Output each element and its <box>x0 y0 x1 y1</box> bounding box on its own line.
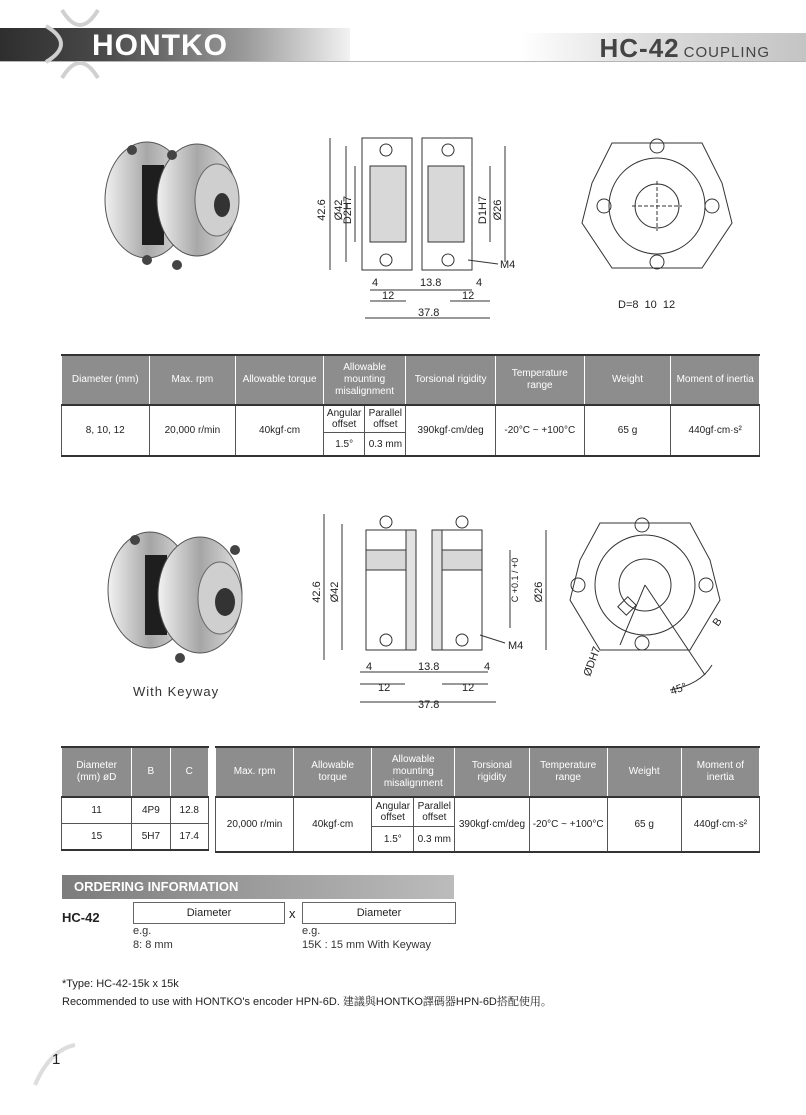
model-name: HC-42 <box>599 33 680 63</box>
kw-dim-c-tolerance: C +0.1 / +0 <box>510 557 520 603</box>
page-title <box>600 33 771 64</box>
col-kw-diameter: Diameter (mm) øD <box>62 747 132 797</box>
col2-misalignment: Allowable mounting misalignment <box>372 747 455 797</box>
cell2-angular: 1.5° <box>372 827 414 853</box>
sub-angular: Angular offset <box>323 405 364 433</box>
sub-parallel: Parallel offset <box>365 405 406 433</box>
col2-inertia: Moment of inertia <box>681 747 759 797</box>
dim-gap: 13.8 <box>420 277 442 289</box>
dim-offset-right: 4 <box>476 277 483 289</box>
ordering-example-1: 8: 8 mm <box>133 939 173 951</box>
cell2-rigidity: 390kgf·cm/deg <box>455 797 529 852</box>
dim-hub-diameter: Ø26 <box>492 199 504 221</box>
cell-torque: 40kgf·cm <box>236 405 324 456</box>
col-temperature: Temperature range <box>495 355 584 405</box>
sub2-angular: Angular offset <box>372 797 414 827</box>
cell2-temperature: -20°C ~ +100°C <box>529 797 607 852</box>
ordering-eg-1: e.g. <box>133 925 152 937</box>
col-max-rpm: Max. rpm <box>149 355 236 405</box>
side-view-drawing <box>290 128 540 328</box>
dim-hub-right: 12 <box>462 290 475 302</box>
col-inertia: Moment of inertia <box>671 355 760 405</box>
product-type: COUPLING <box>683 44 770 61</box>
ordering-example-2: 15K : 15 mm With Keyway <box>302 939 431 951</box>
keyway-side-view-drawing <box>300 510 550 710</box>
kw-dim-hub-diameter: Ø26 <box>533 581 545 603</box>
col-rigidity: Torsional rigidity <box>406 355 496 405</box>
col2-torque: Allowable torque <box>294 747 372 797</box>
kw-dim-offset-left: 4 <box>366 661 373 673</box>
cell2-max-rpm: 20,000 r/min <box>216 797 294 852</box>
type-note: *Type: HC-42-15k x 15k <box>62 978 179 990</box>
ordering-diameter-box-1: Diameter <box>133 902 285 924</box>
dim-screw: M4 <box>500 259 516 271</box>
dim-bore-d1: D1H7 <box>477 195 489 225</box>
dim-overall-height: 42.6 <box>316 199 328 221</box>
ordering-eg-2: e.g. <box>302 925 321 937</box>
col-kw-b: B <box>132 747 170 797</box>
coupling-keyway-photo <box>95 520 255 670</box>
coupling-photo <box>92 125 252 275</box>
kw-dim-angle: 45° <box>668 680 689 698</box>
col2-max-rpm: Max. rpm <box>216 747 294 797</box>
dim-offset-left: 4 <box>372 277 379 289</box>
dim-outer-diameter: Ø42 <box>333 199 345 221</box>
kw-dim-screw: M4 <box>508 640 524 652</box>
kw-dim-hub-right: 12 <box>462 682 475 694</box>
bore-sizes: D=8 10 12 <box>618 299 676 311</box>
cell2-torque: 40kgf·cm <box>294 797 372 852</box>
kw-dim-hub-left: 12 <box>378 682 391 694</box>
kw-row-1-c: 12.8 <box>170 797 208 824</box>
cell2-weight: 65 g <box>607 797 681 852</box>
kw-dim-outer-diameter: Ø42 <box>329 581 341 603</box>
page-number: 1 <box>52 1051 61 1068</box>
col-kw-c: C <box>170 747 208 797</box>
cell-weight: 65 g <box>584 405 671 456</box>
kw-row-1-diameter: 11 <box>62 797 132 824</box>
brand-name: HONTKO <box>92 29 228 62</box>
cell2-parallel: 0.3 mm <box>414 827 455 853</box>
col-misalignment: Allowable mounting misalignment <box>323 355 405 405</box>
dim-hub-left: 12 <box>382 290 395 302</box>
cell2-inertia: 440gf·cm·s² <box>681 797 759 852</box>
cell-inertia: 440gf·cm·s² <box>671 405 760 456</box>
col2-weight: Weight <box>607 747 681 797</box>
cell-rigidity: 390kgf·cm/deg <box>406 405 496 456</box>
ordering-separator: x <box>289 906 296 921</box>
col-torque: Allowable torque <box>236 355 324 405</box>
cell-angular: 1.5° <box>323 433 364 457</box>
cell-parallel: 0.3 mm <box>365 433 406 457</box>
dim-bore-d2: D2H7 <box>342 195 354 225</box>
col-weight: Weight <box>584 355 671 405</box>
kw-row-2-diameter: 15 <box>62 824 132 851</box>
recommendation-note: Recommended to use with HONTKO's encoder HPN-6D. 建議與HONTKO譯碼器HPN-6D搭配使用。 <box>62 996 552 1008</box>
kw-dim-gap: 13.8 <box>418 661 440 673</box>
col2-rigidity: Torsional rigidity <box>455 747 529 797</box>
kw-dim-overall-height: 42.6 <box>311 581 323 603</box>
sub2-parallel: Parallel offset <box>414 797 455 827</box>
spec-table-keyway <box>215 746 760 853</box>
cell-diameter: 8, 10, 12 <box>62 405 150 456</box>
col2-temperature: Temperature range <box>529 747 607 797</box>
ordering-diameter-box-2: Diameter <box>302 902 456 924</box>
kw-dim-bore: ØDH7 <box>581 645 604 679</box>
cell-temperature: -20°C ~ +100°C <box>495 405 584 456</box>
kw-dim-offset-right: 4 <box>484 661 491 673</box>
kw-row-2-c: 17.4 <box>170 824 208 851</box>
keyway-caption: With Keyway <box>133 684 220 699</box>
keyway-front-view-drawing <box>560 505 760 705</box>
front-view-drawing <box>572 128 742 288</box>
kw-row-2-b: 5H7 <box>132 824 170 851</box>
ordering-model: HC-42 <box>62 910 100 925</box>
kw-dim-overall-length: 37.8 <box>418 699 440 710</box>
kw-row-1-b: 4P9 <box>132 797 170 824</box>
cell-max-rpm: 20,000 r/min <box>149 405 236 456</box>
dim-overall-length: 37.8 <box>418 307 440 319</box>
kw-dim-key-width: B <box>710 615 725 629</box>
ordering-title: ORDERING INFORMATION <box>62 875 454 899</box>
col-diameter: Diameter (mm) <box>62 355 150 405</box>
spec-table-standard <box>61 354 760 457</box>
spec-table-keyway-sizes <box>61 746 209 851</box>
